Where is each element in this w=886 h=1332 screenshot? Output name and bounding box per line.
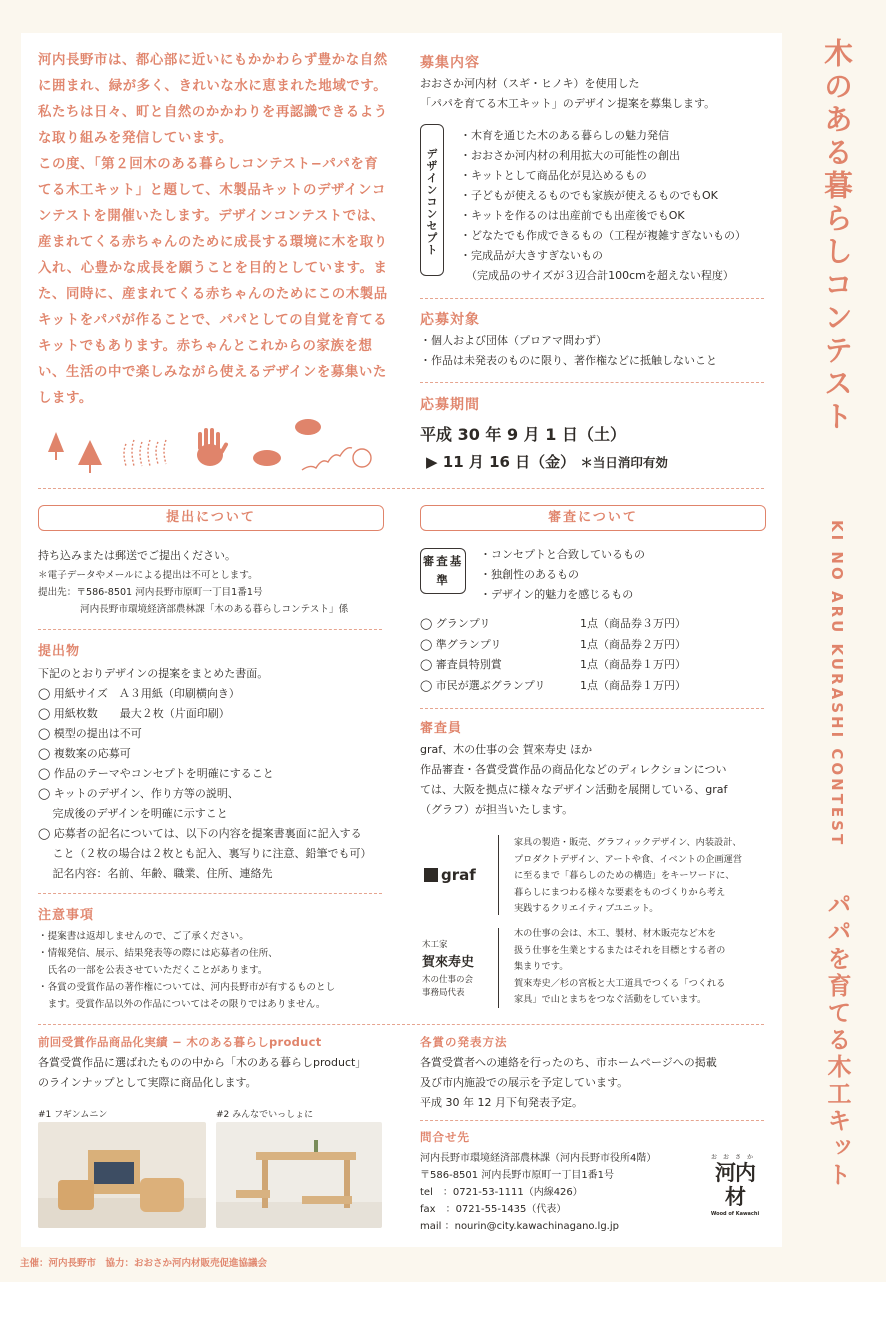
list-item: ・キットを作るのは出産前でも出産後でもOK	[460, 209, 685, 222]
teishutsu-line-2: ＊電子データやメールによる提出は不可とします。	[38, 570, 258, 581]
divider	[420, 708, 764, 709]
list-item: ◯ 作品のテーマやコンセプトを明確にすること	[38, 767, 274, 780]
toiawase-heading: 問合せ先	[420, 1130, 470, 1144]
happyo-line-1: 各賞受賞者への連絡を行ったのち、市ホームページへの掲載	[420, 1056, 717, 1069]
divider	[420, 298, 764, 299]
happyo-line-3: 平成 30 年 12 月下旬発表予定。	[420, 1096, 583, 1109]
shinsain-heading: 審査員	[420, 721, 463, 736]
divider	[420, 1120, 764, 1121]
kaku-org-line: 木の仕事の会	[422, 975, 474, 985]
prize-value: 1点（商品券３万円）	[580, 617, 686, 630]
kijun-list	[480, 545, 645, 605]
zenkai-heading: 前回受賞作品商品化実績 − 木のある暮らしproduct	[38, 1035, 322, 1049]
graf-mark-icon	[424, 868, 438, 882]
list-item: ・キットとして商品化が見込めるもの	[460, 169, 647, 182]
teishutsubutsu-list	[38, 684, 372, 884]
list-item: ・どなたでも作成できるもの（工程が複雑すぎないもの）	[460, 229, 746, 242]
teishutsu-line-3: 提出先：〒586-8501 河内長野市原町一丁目1番1号	[38, 587, 263, 598]
teishutsubutsu-lead: 下記のとおりデザインの提案をまとめた書面。	[38, 667, 269, 680]
list-item: ・提案書は返却しませんので、ご了承ください。	[38, 931, 249, 942]
kaku-org-line: 事務局代表	[422, 988, 465, 998]
zenkai-line-2: のラインナップとして実際に商品化します。	[38, 1076, 257, 1089]
list-item: ・コンセプトと合致しているもの	[480, 548, 645, 561]
graf-logo	[424, 866, 476, 884]
list-item: ・作品は未発表のものに限り、著作権などに抵触しないこと	[420, 354, 717, 367]
kawachi-wood-logo	[700, 1152, 770, 1217]
list-item: ・木育を通じた木のある暮らしの魅力発信	[460, 129, 669, 142]
list-item: ◯ 模型の提出は不可	[38, 727, 142, 740]
prize-name: ◯ 市民が選ぶグランプリ	[420, 678, 546, 692]
list-item: ・子どもが使えるものでも家族が使えるものでもOK	[460, 189, 718, 202]
photo-caption-2: #2 みんなでいっしょに	[216, 1110, 314, 1120]
list-item: ◯ 応募者の記名については、以下の内容を提案書裏面に記入する	[38, 827, 362, 840]
happyo-line-2: 及び市内施設での展示を予定しています。	[420, 1076, 629, 1089]
kaku-name: 賀來寿史	[422, 955, 475, 970]
side-title-english: KI NO ARU KURASHI CONTEST	[828, 520, 846, 848]
intro-paragraph-1: 河内長野市は、都心部に近いにもかかわらず豊かな自然に囲まれ、緑が多く、きれいな水に恵まれた地域です。私たちは日々、町と自然のかかわりを再認識できるような取り組みを発信しています。	[38, 53, 388, 146]
kaku-org	[422, 974, 473, 1000]
list-item: 賀來寿史／杉の宮板と大工道具でつくる「つくれる	[514, 977, 726, 989]
teishutsu-pill: 提出について	[38, 505, 384, 531]
zenkai-line-1: 各賞受賞作品に選ばれたものの中から「木のある暮らしproduct」	[38, 1056, 367, 1069]
photo-caption-1: #1 フギンムニン	[38, 1110, 108, 1120]
list-item: 氏名の一部を公表させていただくことがあります。	[38, 965, 268, 976]
kikan-end: ▶ 11 月 16 日（金）	[426, 453, 576, 471]
nature-illustrations	[40, 410, 390, 480]
divider	[420, 382, 764, 383]
toiawase-line: 河内長野市環境経済部農林課（河内長野市役所4階）	[420, 1153, 657, 1164]
kaku-role: 木工家	[422, 940, 448, 950]
product-photo-1	[38, 1122, 206, 1228]
shinsa-kijun-label: 審査基準	[420, 548, 466, 594]
leaf-icon	[295, 419, 321, 435]
logo-english: Wood of Kawachi	[710, 1211, 760, 1217]
toiawase-tel: tel ：0721-53-1111（内線426）	[420, 1187, 583, 1198]
toiawase-fax: fax ：0721-55-1435（代表）	[420, 1204, 567, 1215]
boshu-lead-1: おおさか河内材（スギ・ヒノキ）を使用した	[420, 77, 640, 90]
prize-names	[420, 614, 545, 696]
list-item: に至るまで「暮らしのための構造」をキーワードに、	[514, 870, 735, 881]
teishutsu-line-1: 持ち込みまたは郵送でご提出ください。	[38, 549, 236, 562]
grass-icon	[124, 440, 166, 466]
prize-name: ◯ 審査員特別賞	[420, 658, 502, 671]
prize-name: ◯ グランプリ	[420, 617, 491, 630]
list-item: ・情報発信、展示、結果発表等の際には応募者の住所、	[38, 948, 278, 959]
list-item: ◯ 複数案の応募可	[38, 747, 131, 760]
vine-icon	[302, 448, 352, 470]
toiawase-mail[interactable]: mail ：nourin@city.kawachinagano.lg.jp	[420, 1221, 619, 1232]
shinsain-line-4: （グラフ）が担当いたします。	[420, 803, 574, 816]
chui-list	[38, 928, 335, 1013]
list-item: ・おおさか河内材の利用拡大の可能性の創出	[460, 149, 680, 162]
list-item: ◯ キットのデザイン、作り方等の説明、	[38, 787, 239, 800]
leaf-icon	[253, 450, 281, 466]
logo-main: 河内材	[715, 1161, 755, 1209]
list-item: 扱う仕事を生業とするまたはそれを目標とする者の	[514, 944, 726, 956]
teishutsu-line-4: 河内長野市環境経済部農林課「木のある暮らしコンテスト」係	[80, 604, 349, 615]
divider	[38, 488, 764, 489]
chui-heading: 注意事項	[38, 908, 95, 923]
shinsain-line-2: 作品審査・各賞受賞作品の商品化などのディレクションについ	[420, 763, 727, 776]
list-item: 実践するクリエイティブユニット。	[514, 903, 659, 914]
tree-icon	[78, 440, 102, 473]
kikan-end-row	[426, 451, 668, 472]
list-item: 暮らしにまつわる様々な要素をものづくりから考え	[514, 886, 726, 898]
happyo-heading: 各賞の発表方法	[420, 1035, 508, 1049]
hand-icon	[197, 428, 229, 466]
list-item: 家具の製造・販売、グラフィックデザイン、内装設計、	[514, 837, 742, 848]
seed-icon	[353, 449, 371, 467]
intro-text	[38, 48, 390, 412]
list-item: ・各賞の受賞作品の著作権については、河内長野市が有するものとし	[38, 982, 336, 993]
shinsain-line-3: ては、大阪を拠点に様々なデザイン活動を展開している、graf	[420, 783, 728, 796]
kikan-start: 平成 30 年 9 月 1 日（土）	[420, 425, 626, 444]
list-item: ◯ 用紙サイズ Ａ３用紙（印刷横向き）	[38, 687, 240, 700]
list-item: 木の仕事の会は、木工、製材、材木販売など木を	[514, 928, 717, 939]
list-item: 集まりです。	[514, 961, 569, 972]
prize-value: 1点（商品券１万円）	[580, 658, 686, 671]
taisho-list	[420, 331, 717, 371]
shinsain-line-1: graf、木の仕事の会 賀來寿史 ほか	[420, 743, 593, 756]
footer-credits: 主催：河内長野市 協力：おおさか河内材販売促進協議会	[20, 1258, 268, 1269]
vertical-rule	[498, 928, 499, 1008]
list-item: （完成品のサイズが３辺合計100cmを超えない程度）	[466, 269, 734, 282]
list-item: 記名内容：名前、年齢、職業、住所、連絡先	[38, 867, 273, 880]
tree-icon	[48, 432, 64, 460]
kikan-note: ＊当日消印有効	[580, 455, 668, 470]
prize-name: ◯ 準グランプリ	[420, 637, 502, 651]
side-subtitle: パパを育てる木工キット	[823, 892, 851, 1189]
list-item: 家具」で山とまちをつなぐ活動をしています。	[514, 994, 707, 1005]
divider	[38, 893, 382, 894]
prize-value: 1点（商品券２万円）	[580, 637, 686, 651]
graf-description	[514, 835, 742, 918]
toiawase-block	[420, 1150, 656, 1235]
boshu-heading: 募集内容	[420, 55, 480, 71]
graf-logo-text: graf	[441, 866, 476, 884]
kikan-heading: 応募期間	[420, 397, 480, 413]
list-item: プロダクトデザイン、アートや食、イベントの企画運営	[514, 853, 743, 865]
taisho-heading: 応募対象	[420, 312, 480, 328]
divider	[38, 629, 382, 630]
list-item: ◯ 用紙枚数 最大２枚（片面印刷）	[38, 707, 230, 720]
divider	[38, 1024, 764, 1025]
list-item: ・独創性のあるもの	[480, 568, 579, 581]
concept-list	[460, 126, 746, 286]
prize-value: 1点（商品券１万円）	[580, 678, 686, 692]
list-item: 完成後のデザインを明確に示すこと	[38, 807, 228, 820]
list-item: ・個人および団体（プロアマ問わず）	[420, 334, 607, 347]
design-concept-label: デザインコンセプト	[420, 124, 444, 276]
toiawase-line: 〒586-8501 河内長野市原町一丁目1番1号	[420, 1170, 615, 1181]
teishutsubutsu-heading: 提出物	[38, 644, 81, 659]
kaku-description	[514, 926, 725, 1009]
list-item: ます。受賞作品以外の作品についてはその限りではありません。	[38, 999, 326, 1010]
logo-ruby: おおさか	[710, 1154, 759, 1161]
intro-paragraph-2: この度、「第２回木のある暮らしコンテスト−パパを育てる木工キット」と題して、木製品キットのデザインコンテストを開催いたします。デザインコンテストでは、産まれてくる赤ちゃんのために成長する環境に木を取り入れ、心豊かな成長を願うことを目的としています。また、同時に、産まれてくる赤ちゃんのためにこの木製品キットをパパが作ることで、パパとしての自覚を育てるキットでもあります。赤ちゃんとこれからの家族を想い、生活の中で楽しみながら使えるデザインを募集いたします。	[38, 157, 388, 406]
list-item: こと（２枚の場合は２枚とも記入、裏写りに注意、鉛筆でも可）	[38, 847, 372, 860]
vertical-rule	[498, 835, 499, 915]
prize-values	[580, 614, 686, 696]
shinsa-pill: 審査について	[420, 505, 766, 531]
side-title: 木のある暮らしコンテスト	[820, 38, 854, 434]
product-photo-2	[216, 1122, 382, 1228]
list-item: ・完成品が大きすぎないもの	[460, 249, 603, 262]
boshu-lead-2: 「パパを育てる木工キット」のデザイン提案を募集します。	[420, 97, 716, 110]
list-item: ・デザイン的魅力を感じるもの	[480, 588, 634, 601]
